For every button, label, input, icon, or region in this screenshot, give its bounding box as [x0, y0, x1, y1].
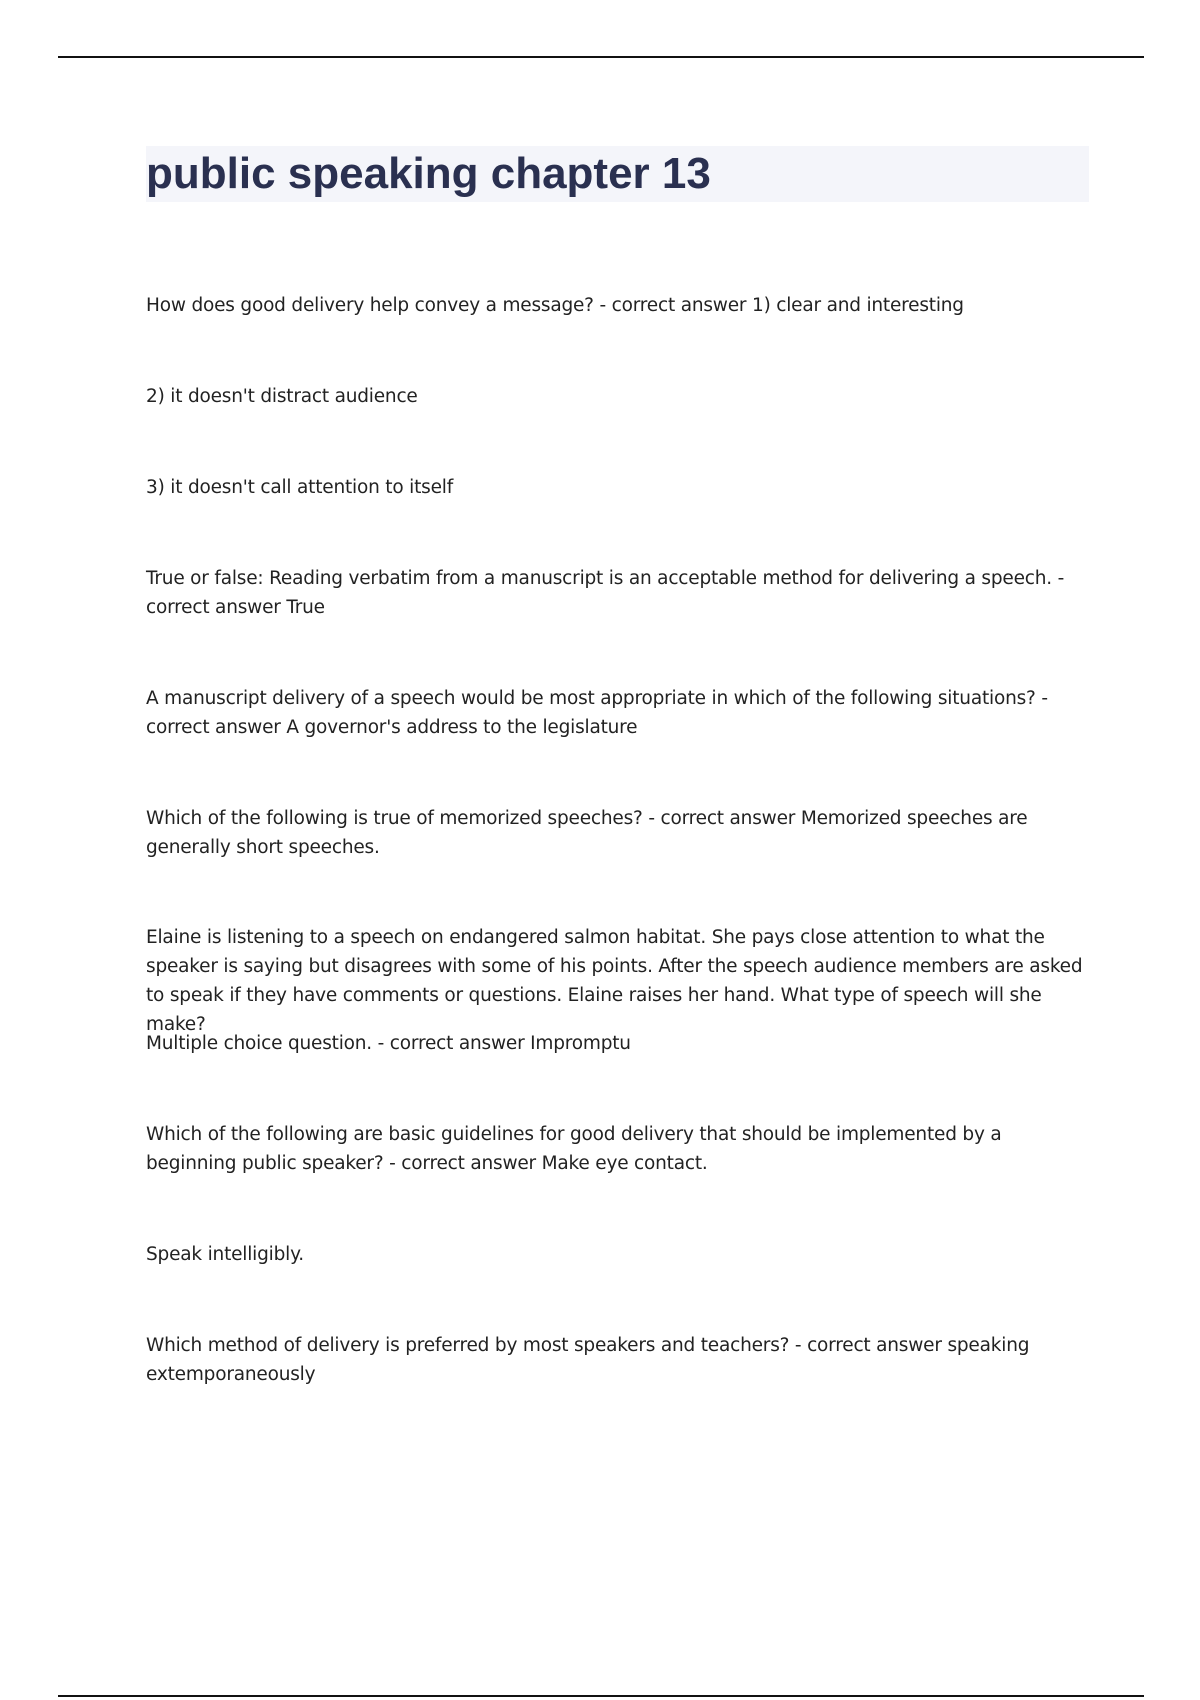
top-rule: [58, 56, 1144, 58]
paragraph-q7: Which method of delivery is preferred by most speakers and teachers? - correct answer speaking extemporaneously: [146, 1335, 1030, 1385]
paragraph-q1-point-2: 2) it doesn't distract audience: [146, 386, 418, 407]
paragraph-q1-point-3: 3) it doesn't call attention to itself: [146, 477, 454, 498]
paragraph-q6: Which of the following are basic guidelines for good delivery that should be implemented by a beginning public speaker? - correct answer Make eye contact.: [146, 1124, 1002, 1174]
paragraph-q1: How does good delivery help convey a message? - correct answer 1) clear and interesting: [146, 295, 964, 316]
paragraph-q5: Elaine is listening to a speech on endangered salmon habitat. She pays close attention to what the speaker is saying but disagrees with some of his points. After the speech audience members are asked to speak if they have comments or questions. Elaine raises her hand. What type of speech will she make?: [146, 927, 1083, 1035]
title-banner: [146, 146, 1089, 202]
bottom-rule: [58, 1695, 1144, 1697]
paragraph-q4: Which of the following is true of memorized speeches? - correct answer Memorized speeches are generally short speeches.: [146, 808, 1028, 858]
paragraph-q2: True or false: Reading verbatim from a manuscript is an acceptable method for delivering a speech. - correct answer True: [146, 568, 1065, 618]
page-title: public speaking chapter 13: [146, 149, 711, 198]
paragraph-q3: A manuscript delivery of a speech would be most appropriate in which of the following situations? - correct answer A governor's address to the legislature: [146, 688, 1048, 738]
paragraph-q6-point-2: Speak intelligibly.: [146, 1244, 304, 1265]
paragraph-q5-answer: Multiple choice question. - correct answer Impromptu: [146, 1033, 631, 1054]
